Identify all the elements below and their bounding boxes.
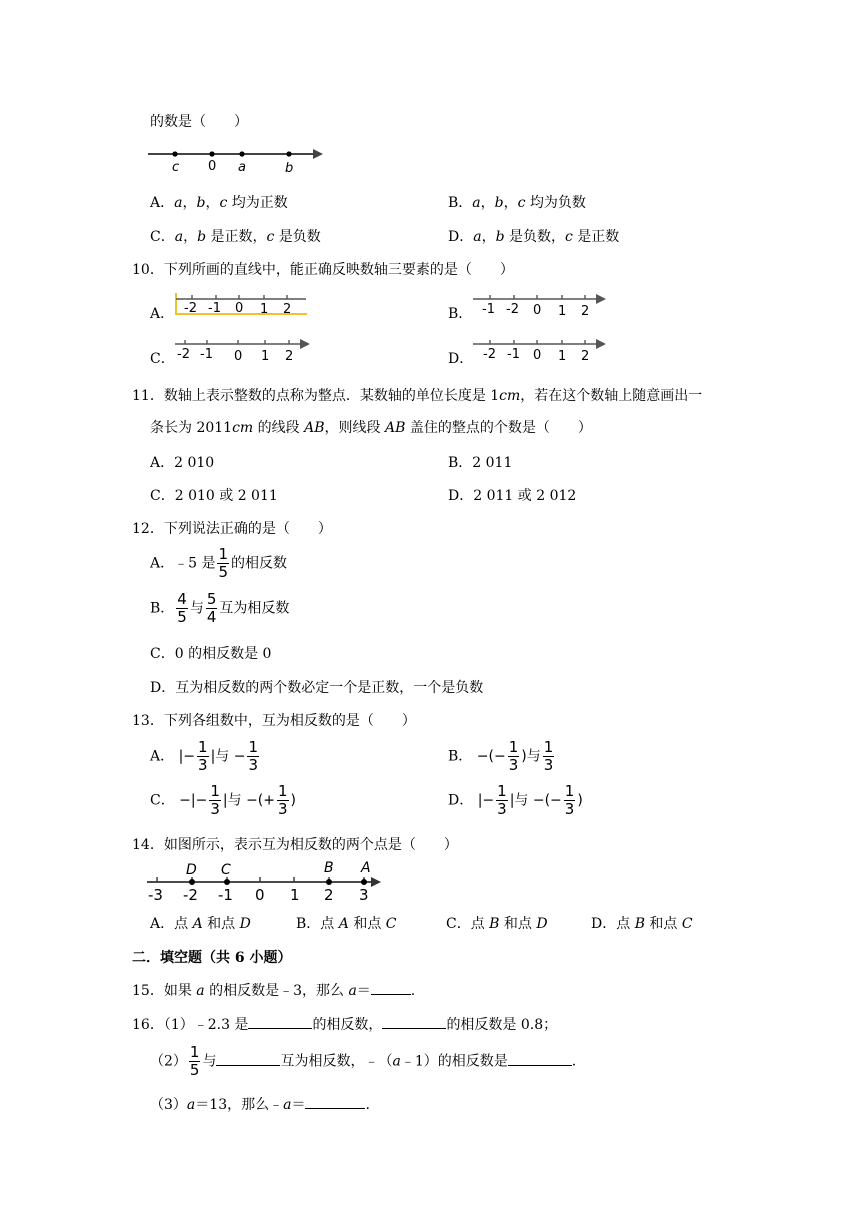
q16-line3: （3）a＝13，那么﹣a＝ . (150, 1094, 370, 1114)
q11-option-b[interactable]: B．2 011 (448, 455, 513, 471)
q15-answer-blank[interactable] (371, 980, 411, 995)
svg-text:-2: -2 (183, 886, 198, 904)
q14-stem: 14．如图所示，表示互为相反数的两个点是（ ） (132, 837, 458, 853)
q10-option-c-key[interactable]: C． (150, 351, 175, 367)
q10-stem: 10．下列所画的直线中，能正确反映数轴三要素的是（ ） (132, 262, 514, 278)
svg-text:A: A (361, 860, 371, 876)
q10-option-a-key[interactable]: A． (150, 306, 175, 322)
svg-text:1: 1 (261, 349, 270, 363)
q16-blank-3[interactable] (216, 1051, 280, 1066)
q11-stem-line2: 条长为 2011cm 的线段 AB，则线段 AB 盖住的整点的个数是（ ） (150, 420, 592, 436)
q13-option-a[interactable]: A． |− $\frac{1}{3}$ |与 − $\frac{1}{3}$ (150, 738, 259, 774)
svg-text:B: B (324, 860, 334, 876)
q12-option-d[interactable]: D．互为相反数的两个数必定一个是正数，一个是负数 (150, 680, 484, 696)
q9-option-c[interactable]: C．a，b 是正数，c 是负数 (150, 229, 321, 245)
q9-option-a[interactable]: A．a，b，c 均为正数 (150, 195, 288, 211)
q10-option-d-line[interactable] (470, 335, 610, 363)
q9-point-c (172, 151, 177, 156)
section-title-fill-in: 二．填空题（共 6 小题） (132, 950, 292, 966)
svg-text:1: 1 (558, 349, 567, 363)
q11-option-d[interactable]: D．2 011 或 2 012 (448, 488, 577, 504)
q11-stem-line1: 11．数轴上表示整数的点称为整点．某数轴的单位长度是 1cm，若在这个数轴上随意画出一 (132, 388, 703, 404)
q9-label-a: a (238, 160, 246, 175)
svg-text:3: 3 (359, 886, 369, 904)
q14-point-d (189, 879, 195, 885)
svg-text:2: 2 (285, 349, 294, 363)
svg-text:-2: -2 (506, 302, 519, 317)
svg-text:1: 1 (260, 302, 269, 317)
fraction-one-fifth-q16: $\frac{1}{5}$ (189, 1043, 200, 1079)
q16-blank-4[interactable] (508, 1051, 572, 1066)
q16-blank-2[interactable] (382, 1014, 446, 1029)
q10-option-b-line[interactable] (470, 291, 610, 319)
q16-blank-1[interactable] (248, 1014, 312, 1029)
q12-option-c[interactable]: C．0 的相反数是 0 (150, 646, 272, 662)
q10-option-a-line[interactable] (172, 292, 310, 320)
svg-text:0: 0 (533, 303, 542, 318)
q13-option-b[interactable]: B． −(− $\frac{1}{3}$ )与 $\frac{1}{3}$ (448, 738, 554, 774)
svg-text:-3: -3 (148, 886, 163, 904)
q14-point-a (361, 879, 367, 885)
q9-label-b: b (285, 161, 294, 176)
q16-blank-5[interactable] (305, 1094, 365, 1109)
svg-text:0: 0 (234, 349, 243, 363)
q9-stem-tail: 的数是（ ） (150, 114, 248, 130)
svg-text:-1: -1 (208, 301, 221, 316)
svg-text:2: 2 (581, 304, 590, 319)
svg-text:-1: -1 (200, 347, 213, 362)
q9-point-a (239, 151, 244, 156)
svg-text:2: 2 (324, 886, 334, 904)
q12-option-b[interactable]: B． $\frac{4}{5}$ 与 $\frac{5}{4}$ 互为相反数 (150, 590, 290, 626)
q10-option-d-key[interactable]: D． (448, 351, 474, 367)
svg-text:D: D (186, 862, 197, 878)
q13-option-d[interactable]: D． |− $\frac{1}{3}$ |与 −(− $\frac{1}{3}$ ) (448, 782, 583, 818)
fraction-five-fourths: $\frac{5}{4}$ (206, 590, 217, 626)
svg-text:0: 0 (255, 886, 265, 904)
q13-option-c[interactable]: C． −|− $\frac{1}{3}$ |与 −(+ $\frac{1}{3}$ ) (150, 782, 297, 818)
q15-text: 15．如果 a 的相反数是﹣3，那么 a＝ . (132, 980, 415, 1000)
q11-option-a[interactable]: A．2 010 (150, 455, 215, 471)
q14-number-line (143, 857, 388, 905)
svg-text:1: 1 (558, 304, 567, 319)
q14-point-c (224, 879, 230, 885)
svg-text:-1: -1 (482, 302, 495, 317)
svg-text:2: 2 (581, 349, 590, 363)
svg-text:0: 0 (235, 301, 244, 316)
svg-text:0: 0 (533, 348, 542, 363)
q9-label-c: c (172, 160, 180, 175)
svg-text:-2: -2 (483, 347, 496, 362)
q12-option-a[interactable]: A．﹣5 是 $\frac{1}{5}$ 的相反数 (150, 545, 288, 581)
svg-text:-1: -1 (507, 347, 520, 362)
q13-stem: 13．下列各组数中，互为相反数的是（ ） (132, 713, 416, 729)
q9-point-b (286, 151, 291, 156)
q10-option-b-key[interactable]: B． (448, 306, 473, 322)
fraction-one-fifth: $\frac{1}{5}$ (218, 545, 229, 581)
q12-stem: 12．下列说法正确的是（ ） (132, 521, 332, 537)
svg-text:-2: -2 (184, 301, 197, 316)
svg-text:2: 2 (283, 302, 292, 317)
q14-option-a[interactable]: A．点 A 和点 D (150, 916, 251, 932)
q14-option-d[interactable]: D．点 B 和点 C (591, 916, 693, 932)
fraction-four-fifths: $\frac{4}{5}$ (177, 590, 187, 626)
q10-option-c-line[interactable] (172, 335, 317, 363)
q16-line1: 16．（1）﹣2.3 是 的相反数， 的相反数是 0.8； (132, 1014, 557, 1034)
svg-text:-2: -2 (177, 347, 190, 362)
q9-point-0 (209, 151, 214, 156)
svg-text:-1: -1 (218, 886, 233, 904)
q9-option-b[interactable]: B．a，b，c 均为负数 (448, 195, 586, 211)
q14-option-c[interactable]: C．点 B 和点 D (446, 916, 548, 932)
q9-number-line (145, 140, 330, 176)
q14-option-b[interactable]: B．点 A 和点 C (296, 916, 397, 932)
svg-text:1: 1 (290, 886, 300, 904)
q16-line2: （2） $\frac{1}{5}$ 与 互为相反数，﹣（a﹣1）的相反数是 . (150, 1043, 577, 1079)
q9-label-0: 0 (208, 159, 217, 174)
svg-text:C: C (221, 862, 231, 878)
q14-point-b (326, 879, 332, 885)
q11-option-c[interactable]: C．2 010 或 2 011 (150, 488, 278, 504)
q9-option-d[interactable]: D．a，b 是负数，c 是正数 (448, 229, 620, 245)
